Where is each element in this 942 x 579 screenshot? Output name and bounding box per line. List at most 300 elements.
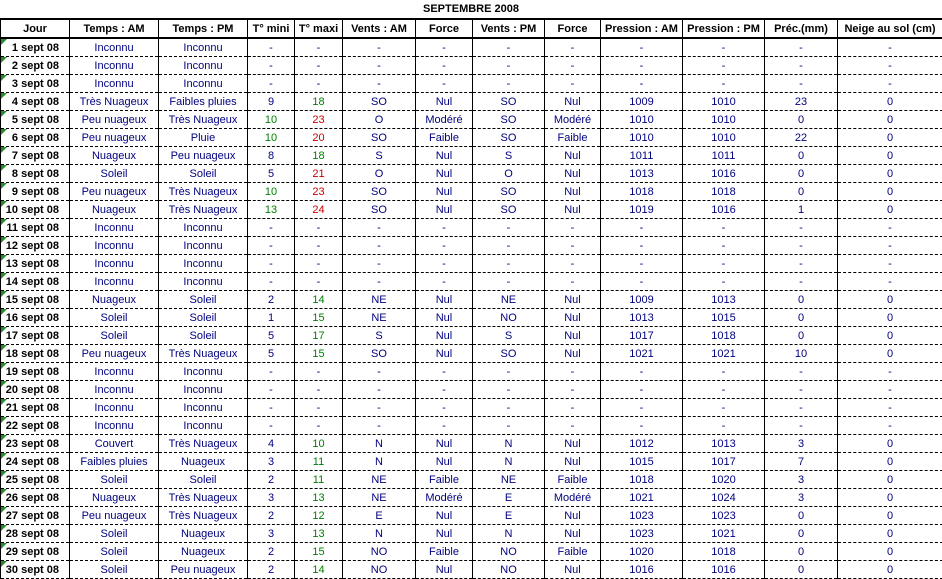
data-cell[interactable]: Peu nuageux xyxy=(70,183,159,201)
data-cell[interactable]: 23 xyxy=(295,111,343,129)
data-cell[interactable]: 0 xyxy=(765,183,838,201)
data-cell[interactable]: 5 xyxy=(248,165,295,183)
data-cell[interactable]: SO xyxy=(473,201,545,219)
day-cell[interactable] xyxy=(1,561,70,579)
data-cell[interactable]: Très Nuageux xyxy=(159,435,248,453)
data-cell[interactable]: - xyxy=(545,363,601,381)
data-cell[interactable]: 1019 xyxy=(601,201,683,219)
data-cell[interactable]: 1016 xyxy=(683,165,765,183)
data-cell[interactable]: - xyxy=(683,255,765,273)
data-cell[interactable]: - xyxy=(473,237,545,255)
data-cell[interactable]: - xyxy=(545,38,601,57)
data-cell[interactable]: - xyxy=(248,237,295,255)
data-cell[interactable]: - xyxy=(601,255,683,273)
data-cell[interactable]: - xyxy=(601,399,683,417)
data-cell[interactable]: SO xyxy=(343,93,416,111)
data-cell[interactable]: Couvert xyxy=(70,435,159,453)
data-cell[interactable]: Nuageux xyxy=(70,201,159,219)
data-cell[interactable]: Nul xyxy=(545,507,601,525)
day-cell[interactable] xyxy=(1,399,70,417)
data-cell[interactable]: - xyxy=(416,363,473,381)
day-cell[interactable] xyxy=(1,38,70,57)
data-cell[interactable]: Nul xyxy=(416,525,473,543)
data-cell[interactable]: Inconnu xyxy=(159,381,248,399)
data-cell[interactable]: - xyxy=(473,75,545,93)
data-cell[interactable]: Soleil xyxy=(70,471,159,489)
data-cell[interactable]: - xyxy=(545,273,601,291)
data-cell[interactable]: Peu nuageux xyxy=(159,147,248,165)
data-cell[interactable]: 21 xyxy=(295,165,343,183)
data-cell[interactable]: - xyxy=(765,381,838,399)
data-cell[interactable]: 1013 xyxy=(683,435,765,453)
data-cell[interactable]: Très Nuageux xyxy=(159,201,248,219)
data-cell[interactable]: 15 xyxy=(295,309,343,327)
data-cell[interactable]: Soleil xyxy=(159,291,248,309)
data-cell[interactable]: NO xyxy=(343,543,416,561)
data-cell[interactable]: - xyxy=(416,57,473,75)
data-cell[interactable]: NO xyxy=(473,543,545,561)
data-cell[interactable]: Faible xyxy=(416,543,473,561)
data-cell[interactable]: 17 xyxy=(295,327,343,345)
data-cell[interactable]: 1017 xyxy=(601,327,683,345)
data-cell[interactable]: - xyxy=(765,219,838,237)
data-cell[interactable]: 11 xyxy=(295,453,343,471)
data-cell[interactable]: 10 xyxy=(765,345,838,363)
day-cell[interactable] xyxy=(1,309,70,327)
data-cell[interactable]: 10 xyxy=(248,111,295,129)
data-cell[interactable]: - xyxy=(343,417,416,435)
data-cell[interactable]: Faible xyxy=(545,543,601,561)
data-cell[interactable]: 0 xyxy=(838,183,942,201)
data-cell[interactable]: Nul xyxy=(545,327,601,345)
data-cell[interactable]: Peu nuageux xyxy=(159,561,248,579)
data-cell[interactable]: - xyxy=(838,237,942,255)
data-cell[interactable]: - xyxy=(343,255,416,273)
data-cell[interactable]: 3 xyxy=(248,525,295,543)
data-cell[interactable]: - xyxy=(838,38,942,57)
data-cell[interactable]: - xyxy=(248,273,295,291)
data-cell[interactable]: Nul xyxy=(545,201,601,219)
data-cell[interactable]: - xyxy=(473,255,545,273)
data-cell[interactable]: Peu nuageux xyxy=(70,129,159,147)
data-cell[interactable]: - xyxy=(601,237,683,255)
data-cell[interactable]: Modéré xyxy=(545,111,601,129)
data-cell[interactable]: - xyxy=(765,255,838,273)
data-cell[interactable]: - xyxy=(473,57,545,75)
day-cell[interactable] xyxy=(1,435,70,453)
data-cell[interactable]: 0 xyxy=(765,507,838,525)
data-cell[interactable]: 0 xyxy=(838,525,942,543)
data-cell[interactable]: Nuageux xyxy=(70,489,159,507)
day-cell[interactable] xyxy=(1,381,70,399)
data-cell[interactable]: N xyxy=(343,525,416,543)
data-cell[interactable]: N xyxy=(473,453,545,471)
data-cell[interactable]: Inconnu xyxy=(159,417,248,435)
data-cell[interactable]: - xyxy=(295,38,343,57)
data-cell[interactable]: Très Nuageux xyxy=(159,183,248,201)
data-cell[interactable]: E xyxy=(473,507,545,525)
data-cell[interactable]: 12 xyxy=(295,507,343,525)
data-cell[interactable]: 0 xyxy=(838,543,942,561)
data-cell[interactable]: Soleil xyxy=(159,327,248,345)
data-cell[interactable]: - xyxy=(343,219,416,237)
data-cell[interactable]: 0 xyxy=(765,291,838,309)
data-cell[interactable]: 3 xyxy=(765,489,838,507)
column-header[interactable]: T° mini xyxy=(248,19,295,38)
data-cell[interactable]: Inconnu xyxy=(70,417,159,435)
data-cell[interactable]: - xyxy=(838,219,942,237)
data-cell[interactable]: E xyxy=(473,489,545,507)
data-cell[interactable]: SO xyxy=(473,345,545,363)
data-cell[interactable]: - xyxy=(343,273,416,291)
data-cell[interactable]: - xyxy=(343,237,416,255)
data-cell[interactable]: 0 xyxy=(838,201,942,219)
data-cell[interactable]: 0 xyxy=(838,129,942,147)
data-cell[interactable]: - xyxy=(473,38,545,57)
data-cell[interactable]: 2 xyxy=(248,291,295,309)
data-cell[interactable]: - xyxy=(416,399,473,417)
data-cell[interactable]: - xyxy=(248,399,295,417)
data-cell[interactable]: - xyxy=(295,219,343,237)
data-cell[interactable]: - xyxy=(545,237,601,255)
data-cell[interactable]: 1020 xyxy=(601,543,683,561)
data-cell[interactable]: - xyxy=(473,381,545,399)
data-cell[interactable]: - xyxy=(343,57,416,75)
data-cell[interactable]: - xyxy=(545,219,601,237)
data-cell[interactable]: - xyxy=(416,255,473,273)
data-cell[interactable]: Très Nuageux xyxy=(159,507,248,525)
data-cell[interactable]: N xyxy=(343,435,416,453)
data-cell[interactable]: Nul xyxy=(416,345,473,363)
data-cell[interactable]: Nul xyxy=(545,291,601,309)
data-cell[interactable]: Très Nuageux xyxy=(159,489,248,507)
data-cell[interactable]: Nul xyxy=(416,309,473,327)
data-cell[interactable]: - xyxy=(545,75,601,93)
data-cell[interactable]: Nul xyxy=(545,345,601,363)
day-cell[interactable] xyxy=(1,147,70,165)
data-cell[interactable]: 1009 xyxy=(601,291,683,309)
data-cell[interactable]: Peu nuageux xyxy=(70,345,159,363)
data-cell[interactable]: Nul xyxy=(416,291,473,309)
data-cell[interactable]: 1018 xyxy=(683,183,765,201)
data-cell[interactable]: 1 xyxy=(248,309,295,327)
data-cell[interactable]: O xyxy=(343,111,416,129)
data-cell[interactable]: 1016 xyxy=(683,201,765,219)
data-cell[interactable]: - xyxy=(248,219,295,237)
data-cell[interactable]: Inconnu xyxy=(159,75,248,93)
data-cell[interactable]: Modéré xyxy=(545,489,601,507)
data-cell[interactable]: Soleil xyxy=(159,165,248,183)
day-cell[interactable] xyxy=(1,543,70,561)
data-cell[interactable]: 13 xyxy=(248,201,295,219)
data-cell[interactable]: Inconnu xyxy=(159,57,248,75)
data-cell[interactable]: 1010 xyxy=(683,93,765,111)
data-cell[interactable]: NO xyxy=(473,561,545,579)
data-cell[interactable]: 9 xyxy=(248,93,295,111)
data-cell[interactable]: Faible xyxy=(416,471,473,489)
data-cell[interactable]: Nul xyxy=(416,165,473,183)
data-cell[interactable]: 1011 xyxy=(601,147,683,165)
data-cell[interactable]: - xyxy=(765,75,838,93)
data-cell[interactable]: - xyxy=(248,57,295,75)
data-cell[interactable]: 1010 xyxy=(601,111,683,129)
data-cell[interactable]: 1015 xyxy=(683,309,765,327)
data-cell[interactable]: Faibles pluies xyxy=(70,453,159,471)
data-cell[interactable]: - xyxy=(838,75,942,93)
data-cell[interactable]: - xyxy=(765,399,838,417)
data-cell[interactable]: Peu nuageux xyxy=(70,111,159,129)
data-cell[interactable]: - xyxy=(416,237,473,255)
data-cell[interactable]: 15 xyxy=(295,345,343,363)
data-cell[interactable]: - xyxy=(683,38,765,57)
data-cell[interactable]: Nul xyxy=(545,93,601,111)
data-cell[interactable]: - xyxy=(295,255,343,273)
data-cell[interactable]: 1023 xyxy=(683,507,765,525)
data-cell[interactable]: SO xyxy=(343,129,416,147)
data-cell[interactable]: Très Nuageux xyxy=(159,345,248,363)
data-cell[interactable]: Nul xyxy=(545,183,601,201)
data-cell[interactable]: 0 xyxy=(838,471,942,489)
data-cell[interactable]: Nul xyxy=(545,147,601,165)
data-cell[interactable]: 10 xyxy=(248,183,295,201)
data-cell[interactable]: Soleil xyxy=(159,309,248,327)
data-cell[interactable]: 0 xyxy=(838,435,942,453)
day-cell[interactable] xyxy=(1,57,70,75)
data-cell[interactable]: Nul xyxy=(416,327,473,345)
day-cell[interactable] xyxy=(1,183,70,201)
data-cell[interactable]: 0 xyxy=(765,111,838,129)
column-header[interactable]: Force xyxy=(545,19,601,38)
data-cell[interactable]: Nul xyxy=(545,525,601,543)
data-cell[interactable]: 1024 xyxy=(683,489,765,507)
day-cell[interactable] xyxy=(1,489,70,507)
day-cell[interactable] xyxy=(1,93,70,111)
data-cell[interactable]: 23 xyxy=(295,183,343,201)
data-cell[interactable]: 13 xyxy=(295,489,343,507)
data-cell[interactable]: 1012 xyxy=(601,435,683,453)
data-cell[interactable]: - xyxy=(295,57,343,75)
data-cell[interactable]: Nul xyxy=(416,93,473,111)
data-cell[interactable]: - xyxy=(683,363,765,381)
data-cell[interactable]: 0 xyxy=(838,489,942,507)
column-header[interactable]: T° maxi xyxy=(295,19,343,38)
data-cell[interactable]: 1010 xyxy=(683,129,765,147)
data-cell[interactable]: E xyxy=(343,507,416,525)
data-cell[interactable]: SO xyxy=(343,201,416,219)
data-cell[interactable]: 18 xyxy=(295,93,343,111)
day-cell[interactable] xyxy=(1,237,70,255)
data-cell[interactable]: 3 xyxy=(248,453,295,471)
day-cell[interactable] xyxy=(1,345,70,363)
data-cell[interactable]: Nul xyxy=(416,147,473,165)
data-cell[interactable]: 1017 xyxy=(683,453,765,471)
data-cell[interactable]: - xyxy=(545,417,601,435)
data-cell[interactable]: Faible xyxy=(416,129,473,147)
column-header[interactable]: Préc.(mm) xyxy=(765,19,838,38)
data-cell[interactable]: 1021 xyxy=(683,345,765,363)
data-cell[interactable]: 0 xyxy=(838,111,942,129)
data-cell[interactable]: 3 xyxy=(765,471,838,489)
data-cell[interactable]: - xyxy=(838,363,942,381)
data-cell[interactable]: 1013 xyxy=(601,165,683,183)
day-cell[interactable] xyxy=(1,507,70,525)
data-cell[interactable]: - xyxy=(838,417,942,435)
data-cell[interactable]: 10 xyxy=(248,129,295,147)
data-cell[interactable]: S xyxy=(473,327,545,345)
data-cell[interactable]: - xyxy=(248,381,295,399)
data-cell[interactable]: Inconnu xyxy=(70,363,159,381)
data-cell[interactable]: Très Nuageux xyxy=(70,93,159,111)
data-cell[interactable]: Inconnu xyxy=(70,381,159,399)
data-cell[interactable]: - xyxy=(838,57,942,75)
data-cell[interactable]: S xyxy=(343,327,416,345)
data-cell[interactable]: Nul xyxy=(545,435,601,453)
data-cell[interactable]: Inconnu xyxy=(70,399,159,417)
data-cell[interactable]: 24 xyxy=(295,201,343,219)
data-cell[interactable]: 0 xyxy=(765,147,838,165)
data-cell[interactable]: Nul xyxy=(416,201,473,219)
data-cell[interactable]: 2 xyxy=(248,543,295,561)
data-cell[interactable]: Inconnu xyxy=(159,273,248,291)
data-cell[interactable]: 0 xyxy=(838,291,942,309)
data-cell[interactable]: Modéré xyxy=(416,111,473,129)
data-cell[interactable]: - xyxy=(765,38,838,57)
data-cell[interactable]: - xyxy=(683,381,765,399)
data-cell[interactable]: - xyxy=(545,57,601,75)
data-cell[interactable]: 0 xyxy=(765,309,838,327)
data-cell[interactable]: Nul xyxy=(545,453,601,471)
data-cell[interactable]: Nuageux xyxy=(159,525,248,543)
data-cell[interactable]: 1021 xyxy=(683,525,765,543)
data-cell[interactable]: 1023 xyxy=(601,525,683,543)
data-cell[interactable]: 4 xyxy=(248,435,295,453)
column-header[interactable]: Vents : AM xyxy=(343,19,416,38)
data-cell[interactable]: Soleil xyxy=(70,561,159,579)
data-cell[interactable]: Peu nuageux xyxy=(70,507,159,525)
data-cell[interactable]: - xyxy=(416,273,473,291)
day-cell[interactable] xyxy=(1,111,70,129)
data-cell[interactable]: - xyxy=(683,399,765,417)
data-cell[interactable]: - xyxy=(416,75,473,93)
day-cell[interactable] xyxy=(1,219,70,237)
data-cell[interactable]: Pluie xyxy=(159,129,248,147)
data-cell[interactable]: - xyxy=(545,381,601,399)
data-cell[interactable]: 23 xyxy=(765,93,838,111)
day-cell[interactable] xyxy=(1,417,70,435)
data-cell[interactable]: - xyxy=(683,237,765,255)
day-cell[interactable] xyxy=(1,453,70,471)
data-cell[interactable]: 0 xyxy=(838,507,942,525)
data-cell[interactable]: 0 xyxy=(765,327,838,345)
data-cell[interactable]: 1 xyxy=(765,201,838,219)
data-cell[interactable]: 2 xyxy=(248,471,295,489)
data-cell[interactable]: Inconnu xyxy=(159,237,248,255)
data-cell[interactable]: - xyxy=(248,417,295,435)
data-cell[interactable]: 1021 xyxy=(601,345,683,363)
data-cell[interactable]: - xyxy=(838,273,942,291)
data-cell[interactable]: - xyxy=(248,38,295,57)
column-header[interactable]: Pression : PM xyxy=(683,19,765,38)
data-cell[interactable]: 3 xyxy=(765,435,838,453)
data-cell[interactable]: - xyxy=(248,363,295,381)
data-cell[interactable]: - xyxy=(601,38,683,57)
data-cell[interactable]: 0 xyxy=(765,165,838,183)
day-cell[interactable] xyxy=(1,75,70,93)
data-cell[interactable]: Inconnu xyxy=(70,255,159,273)
data-cell[interactable]: S xyxy=(473,147,545,165)
data-cell[interactable]: SO xyxy=(473,183,545,201)
data-cell[interactable]: - xyxy=(416,381,473,399)
data-cell[interactable]: Inconnu xyxy=(159,363,248,381)
data-cell[interactable]: - xyxy=(838,381,942,399)
data-cell[interactable]: 1013 xyxy=(683,291,765,309)
data-cell[interactable]: Faibles pluies xyxy=(159,93,248,111)
data-cell[interactable]: Soleil xyxy=(70,543,159,561)
data-cell[interactable]: - xyxy=(473,273,545,291)
data-cell[interactable]: Soleil xyxy=(70,327,159,345)
day-cell[interactable] xyxy=(1,291,70,309)
data-cell[interactable]: 14 xyxy=(295,561,343,579)
data-cell[interactable]: - xyxy=(343,363,416,381)
data-cell[interactable]: Modéré xyxy=(416,489,473,507)
data-cell[interactable]: 0 xyxy=(765,525,838,543)
data-cell[interactable]: Nul xyxy=(416,561,473,579)
data-cell[interactable]: N xyxy=(473,525,545,543)
data-cell[interactable]: Inconnu xyxy=(70,219,159,237)
day-cell[interactable] xyxy=(1,273,70,291)
data-cell[interactable]: 1018 xyxy=(683,543,765,561)
data-cell[interactable]: 0 xyxy=(765,543,838,561)
data-cell[interactable]: Faible xyxy=(545,129,601,147)
data-cell[interactable]: O xyxy=(343,165,416,183)
data-cell[interactable]: 0 xyxy=(838,165,942,183)
data-cell[interactable]: Nul xyxy=(416,453,473,471)
data-cell[interactable]: Inconnu xyxy=(70,75,159,93)
data-cell[interactable]: 15 xyxy=(295,543,343,561)
data-cell[interactable]: Inconnu xyxy=(70,273,159,291)
day-cell[interactable] xyxy=(1,255,70,273)
data-cell[interactable]: SO xyxy=(473,129,545,147)
data-cell[interactable]: - xyxy=(295,237,343,255)
data-cell[interactable]: Inconnu xyxy=(70,237,159,255)
data-cell[interactable]: - xyxy=(765,273,838,291)
day-cell[interactable] xyxy=(1,165,70,183)
data-cell[interactable]: - xyxy=(295,417,343,435)
data-cell[interactable]: - xyxy=(838,255,942,273)
data-cell[interactable]: - xyxy=(295,381,343,399)
data-cell[interactable]: Nul xyxy=(416,435,473,453)
data-cell[interactable]: NE xyxy=(473,291,545,309)
data-cell[interactable]: Inconnu xyxy=(159,38,248,57)
data-cell[interactable]: Soleil xyxy=(70,525,159,543)
data-cell[interactable]: 8 xyxy=(248,147,295,165)
data-cell[interactable]: 1018 xyxy=(683,327,765,345)
data-cell[interactable]: N xyxy=(343,453,416,471)
day-cell[interactable] xyxy=(1,327,70,345)
data-cell[interactable]: - xyxy=(838,399,942,417)
data-cell[interactable]: 1011 xyxy=(683,147,765,165)
data-cell[interactable]: - xyxy=(601,219,683,237)
data-cell[interactable]: - xyxy=(295,399,343,417)
data-cell[interactable]: - xyxy=(343,399,416,417)
data-cell[interactable]: 10 xyxy=(295,435,343,453)
data-cell[interactable]: - xyxy=(683,417,765,435)
data-cell[interactable]: - xyxy=(295,363,343,381)
data-cell[interactable]: - xyxy=(343,75,416,93)
data-cell[interactable]: SO xyxy=(473,93,545,111)
data-cell[interactable]: - xyxy=(416,38,473,57)
data-cell[interactable]: - xyxy=(765,237,838,255)
